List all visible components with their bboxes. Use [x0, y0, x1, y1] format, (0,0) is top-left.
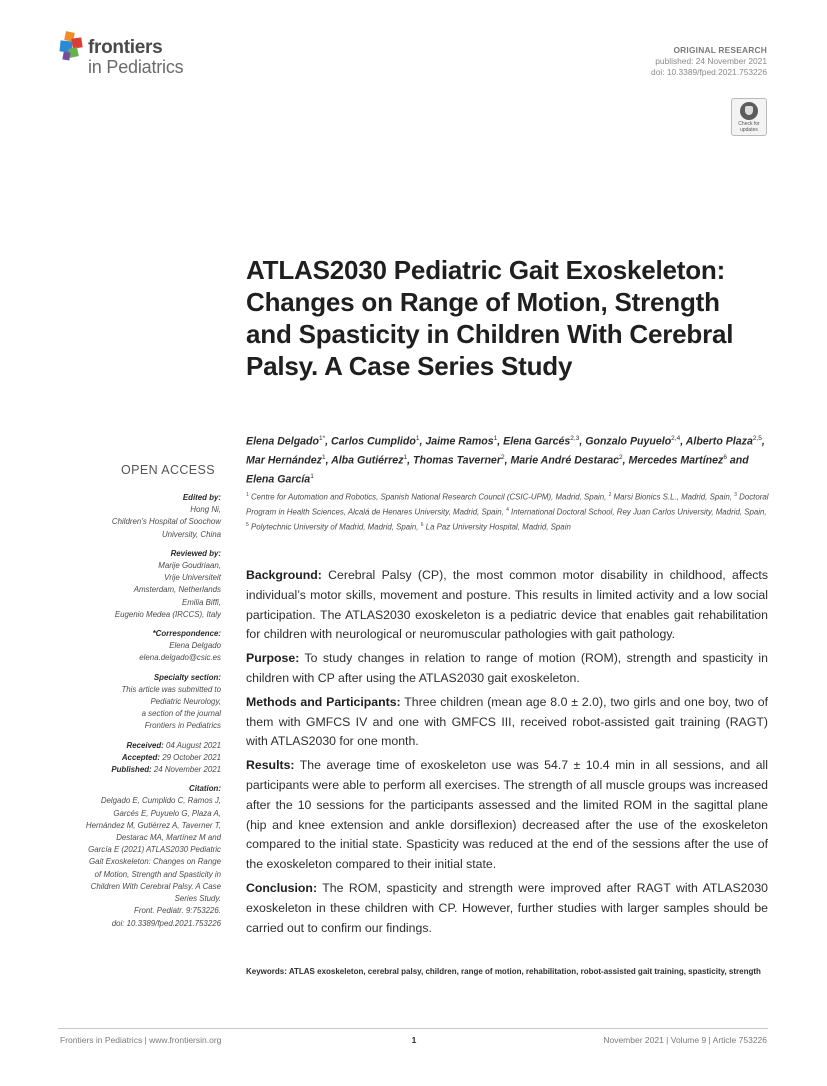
- published-date: published: 24 November 2021: [655, 56, 767, 66]
- affiliation-marker: 2: [608, 492, 612, 498]
- sidebar-line: García E (2021) ATLAS2030 Pediatric: [88, 845, 221, 855]
- reviewed-by: Reviewed by: Marije Goudriaan, Vrije Universiteit Amsterdam, Netherlands Emilia Biffi, Eugenio Medea (IRCCS), Italy: [56, 548, 221, 621]
- author-name[interactable]: Carlos Cumplido: [331, 435, 416, 448]
- sidebar-line: Garcés E, Puyuelo G, Plaza A,: [113, 808, 221, 818]
- affiliations: [246, 489, 771, 535]
- sidebar-line: a section of the journal: [141, 709, 221, 719]
- sidebar-line: Amsterdam, Netherlands: [133, 585, 221, 595]
- abstract-text: The ROM, spasticity and strength were improved after RAGT with ATLAS2030 exoskeleton in these children with CP. However, further studies with larger samples should be carried out to confirm our findings.: [246, 880, 768, 935]
- sidebar-line: Children’s Hospital of Soochow: [111, 517, 221, 527]
- affiliation-text: Polytechnic University of Madrid, Madrid, Spain,: [248, 523, 421, 533]
- affiliation-marker: 6: [420, 522, 424, 529]
- keywords: Keywords: ATLAS exoskeleton, cerebral palsy, children, range of motion, rehabilitation, robot-assisted gait training, spasticity, strength: [246, 967, 761, 976]
- article-title: ATLAS2030 Pediatric Gait Exoskeleton: Changes on Range of Motion, Strength and Spasticity in Children With Cerebral Palsy. A Case Series Study: [246, 255, 734, 381]
- sidebar-line: Emilia Biffi,: [181, 597, 221, 607]
- author-name[interactable]: Gonzalo Puyuelo: [585, 435, 672, 448]
- abstract-text: Three children (mean age 8.0 ± 2.0), two girls and one boy, two of them with GMFCS IV and one with GMFCS III, received robot-assisted gait training (RAGT) with ATLAS2030 for one month.: [246, 694, 768, 749]
- sidebar-line: Hong Ni,: [190, 505, 221, 515]
- abstract-heading: Methods and Participants:: [246, 694, 401, 709]
- abstract-text: Cerebral Palsy (CP), the most common motor disability in childhood, affects individual’s motor skills, movement and posture. This results in limited activity and a low social participation. The ATLAS2030 exoskeleton is a pediatric device that enables gait rehabilitation for children with neurological or neuromuscular pathologies with gait pathology.: [246, 568, 768, 642]
- abstract: [246, 566, 768, 942]
- received-date: Received: 04 August 2021: [126, 740, 221, 750]
- footer-journal-link[interactable]: Frontiers in Pediatrics | www.frontiersin.org: [60, 1035, 222, 1045]
- author-list: Elena Delgado$^{1*}$, Carlos Cumplido$^1$, Jaime Ramos$^1$, Elena Garcés$^{2,3}$, Gonzalo Puyuelo$^{2,4}$, Alberto Plaza$^{2,5}$, Mar Hernández$^1$, Alba Gutiérrez$^1$, Thomas Taverner$^2$, Marie André Destarac$^2$, Mercedes Martínez$^6$ and Elena García$^1$: [246, 435, 765, 486]
- check-for-updates-button[interactable]: [731, 98, 767, 136]
- author-affiliation-marker: 1: [310, 472, 314, 480]
- author-name[interactable]: Alberto Plaza: [685, 435, 753, 448]
- author-affiliation-marker: 1*: [319, 435, 326, 442]
- sidebar-line: Marije Goudriaan,: [158, 561, 221, 571]
- abstract-paragraph: [246, 566, 768, 645]
- published-date-sidebar: Published: 24 November 2021: [111, 765, 221, 775]
- affiliation-text: Centre for Automation and Robotics, Spanish National Research Council (CSIC-UPM), Madrid, Spain,: [248, 492, 609, 502]
- sidebar-line: Hernández M, Gutiérrez A, Taverner T,: [85, 820, 221, 830]
- sidebar-line: elena.delgado@csic.es: [139, 653, 221, 663]
- affiliation-text: Marsi Bionics S.L., Madrid, Spain,: [611, 492, 735, 502]
- page-number: 1: [411, 1035, 417, 1045]
- abstract-paragraph: [246, 879, 768, 938]
- abstract-paragraph: [246, 756, 768, 875]
- accepted-date: Accepted: 29 October 2021: [121, 752, 221, 762]
- sidebar-line: Destarac MA, Martínez M and: [116, 833, 221, 843]
- article-doi[interactable]: doi: 10.3389/fped.2021.753226: [651, 67, 767, 77]
- author-affiliation-marker: 2: [500, 453, 505, 461]
- affiliation-text: International Doctoral School, Rey Juan Carlos University, Madrid, Spain,: [508, 507, 767, 517]
- author-affiliation-marker: 6: [723, 453, 727, 461]
- sidebar-line: Vrije Universiteit: [164, 573, 221, 583]
- specialty-section: Specialty section: This article was submitted to Pediatric Neurology, a section of the journal Frontiers in Pediatrics: [56, 672, 221, 733]
- author-name[interactable]: Thomas Taverner: [413, 454, 501, 467]
- sidebar-line: University, China: [161, 529, 221, 539]
- frontiers-logo-icon: [58, 32, 84, 62]
- author-affiliation-marker: 2,4: [671, 435, 681, 442]
- sidebar-line: Children With Cerebral Palsy. A Case: [90, 881, 221, 891]
- sidebar-line: Elena Delgado: [169, 641, 221, 651]
- affiliation-marker: 3: [734, 492, 737, 498]
- specialty-lines: [56, 684, 221, 733]
- sidebar-line: Delgado E, Cumplido C, Ramos J,: [100, 796, 221, 806]
- author-affiliation-marker: 2,3: [570, 435, 580, 442]
- author-affiliation-marker: 2: [619, 453, 623, 461]
- author-name[interactable]: Elena Garcés: [503, 435, 571, 448]
- author-affiliation-marker: 1: [415, 435, 420, 442]
- abstract-text: The average time of exoskeleton use was 54.7 ± 10.4 min in all sessions, and all participants were able to perform all exercises. The strength of all muscle groups was increased after the 10 sessions for the participants assessed and the limited ROM in the sagittal plane (hip and knee extension and ankle dorsiflexion) decreased after the use of the exoskeleton compared to the initial state. Spasticity was reduced at the end of the sessions after the use of the exoskeleton compared to their initial state.: [246, 758, 768, 872]
- open-access-label: OPEN ACCESS: [121, 463, 216, 477]
- sidebar-line: of Motion, Strength and Spasticity in: [94, 869, 221, 879]
- reviewer-lines: [56, 560, 221, 621]
- journal-logo[interactable]: [58, 30, 208, 80]
- abstract-paragraph: [246, 693, 768, 752]
- affiliation-marker: 1: [246, 492, 249, 498]
- author-name[interactable]: Marie André Destarac: [510, 454, 619, 467]
- abstract-text: To study changes in relation to range of motion (ROM), strength and spasticity in children with CP after using the ATLAS2030 gait exoskeleton.: [246, 651, 768, 685]
- abstract-heading: Results:: [246, 758, 295, 773]
- correspondence-lines: [56, 640, 221, 664]
- footer-divider: [58, 1028, 768, 1029]
- author-name[interactable]: Elena Delgado: [246, 435, 319, 448]
- affiliation-text: Doctoral Program in Health Sciences, Alcalá de Henares University, Madrid, Spain,: [246, 492, 769, 517]
- sidebar-line: doi: 10.3389/fped.2021.753226: [111, 918, 221, 928]
- author-name[interactable]: Elena García: [246, 473, 311, 486]
- author-name[interactable]: Mercedes Martínez: [628, 454, 724, 467]
- sidebar-line: Pediatric Neurology,: [150, 697, 221, 707]
- author-affiliation-marker: 1: [493, 435, 498, 442]
- abstract-heading: Conclusion:: [246, 880, 318, 895]
- sidebar-line: This article was submitted to: [121, 684, 221, 694]
- footer-issue-info: November 2021 | Volume 9 | Article 753226: [603, 1035, 767, 1045]
- author-name[interactable]: Alba Gutiérrez: [331, 454, 404, 467]
- editor-lines: [56, 504, 221, 541]
- sidebar-line: Front. Pediatr. 9:753226.: [134, 906, 221, 916]
- abstract-heading: Purpose:: [246, 651, 300, 666]
- crossmark-icon: [740, 102, 758, 120]
- author-name[interactable]: Mar Hernández: [246, 454, 322, 467]
- author-name[interactable]: Jaime Ramos: [425, 435, 494, 448]
- article-type: ORIGINAL RESEARCH: [673, 45, 767, 55]
- edited-by: Edited by: Hong Ni, Children’s Hospital of Soochow University, China: [56, 492, 221, 541]
- affiliation-marker: 5: [246, 522, 249, 529]
- dates: [56, 740, 221, 777]
- correspondence[interactable]: *Correspondence: Elena Delgado elena.delgado@csic.es: [56, 628, 221, 665]
- logo-journal-name: in Pediatrics: [88, 57, 184, 77]
- sidebar-line: Eugenio Medea (IRCCS), Italy: [114, 609, 221, 619]
- article-header-meta: [651, 45, 767, 78]
- citation: Citation: Delgado E, Cumplido C, Ramos J, Garcés E, Puyuelo G, Plaza A, Hernández M, Gutiérrez A, Taverner T, Destarac MA, Martínez M and García E (2021) ATLAS2030 Pediatric Gait Exoskeleton: Changes on Range of Motion, Strength and Spasticity in Children With Cerebral Palsy. A Case Series Study. Front. Pediatr. 9:753226. doi: 10.3389/fped.2021.753226: [56, 783, 221, 929]
- affiliation-text: La Paz University Hospital, Madrid, Spain: [423, 523, 571, 533]
- abstract-heading: Background:: [246, 568, 322, 582]
- author-affiliation-marker: 1: [403, 453, 408, 461]
- abstract-paragraph: [246, 649, 768, 689]
- updates-label: Check for updates: [738, 121, 760, 133]
- article-info-sidebar: [56, 492, 221, 937]
- sidebar-line: Frontiers in Pediatrics: [144, 721, 221, 731]
- citation-lines: [56, 795, 221, 929]
- author-affiliation-marker: 1: [321, 453, 326, 461]
- sidebar-line: Gait Exoskeleton: Changes on Range: [88, 857, 221, 867]
- author-affiliation-marker: 2,5: [752, 435, 762, 442]
- sidebar-line: Series Study.: [174, 894, 221, 904]
- affiliation-marker: 4: [506, 507, 509, 514]
- logo-wordmark: frontiers: [88, 37, 163, 58]
